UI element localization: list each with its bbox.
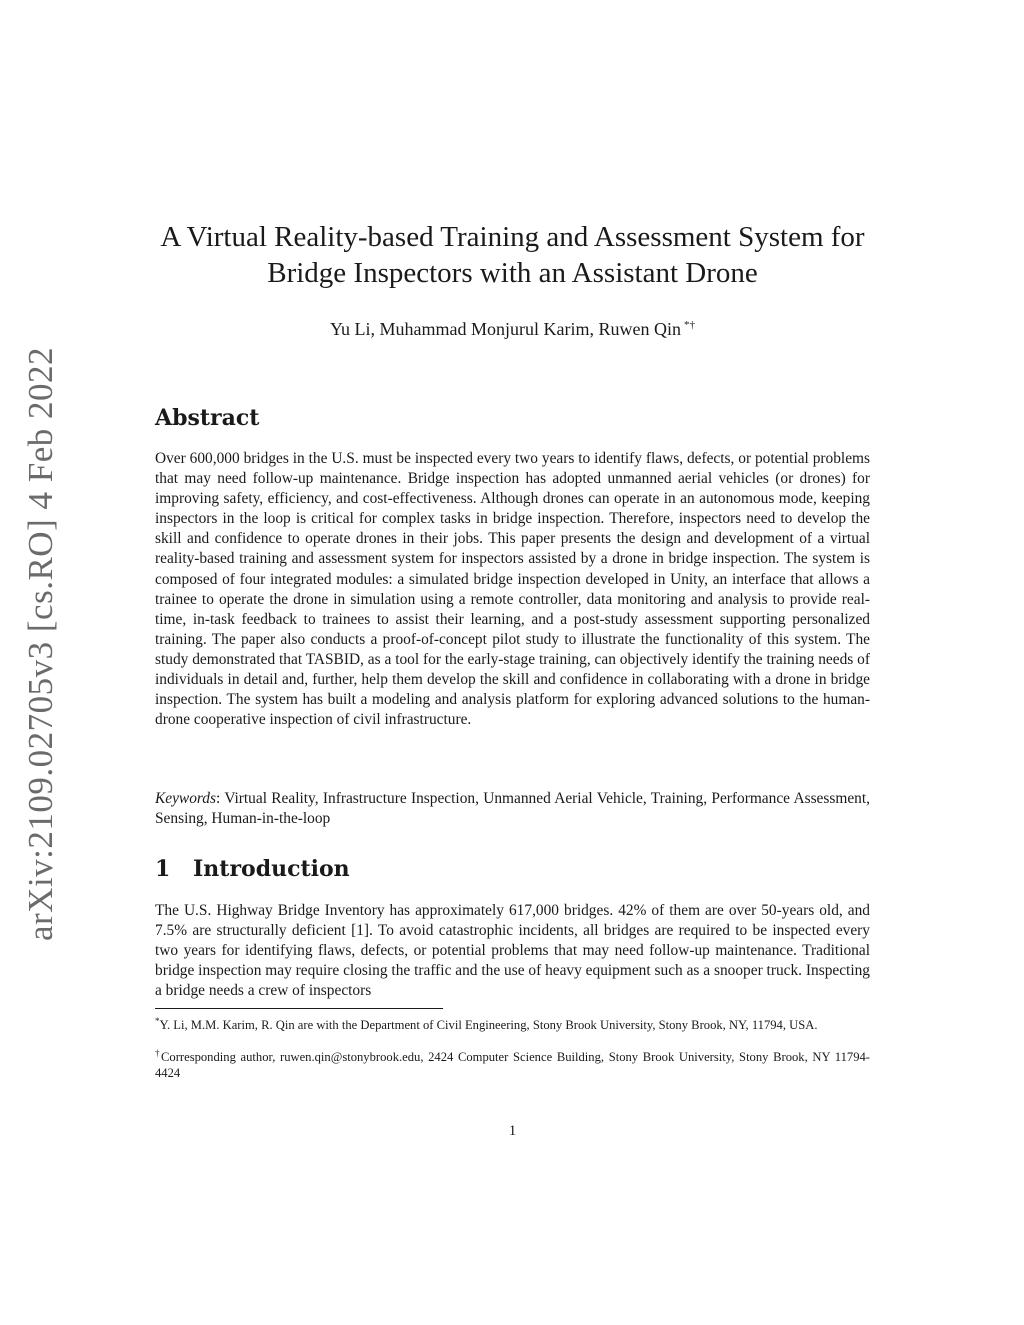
arxiv-identifier-stamp [16, 346, 66, 942]
keywords-label: Keywords [155, 790, 216, 807]
footnote-mark: † [155, 1048, 162, 1058]
paper-title [155, 219, 870, 291]
section-number: 1 [155, 856, 171, 882]
abstract-body: Over 600,000 bridges in the U.S. must be inspected every two years to identify flaws, defects, or potential problems that may need follow-up maintenance. Bridge inspection has adopted unmanned aerial vehicles (or drones) for improving safety, efficiency, and cost-effectiveness. Although drones can operate in an autonomous mode, keeping inspectors in the loop is critical for complex tasks in bridge inspection. Therefore, inspectors need to develop the skill and confidence to operate drones in their jobs. This paper presents the design and development of a virtual reality-based training and assessment system for inspectors assisted by a drone in bridge inspection. The system is composed of four integrated modules: a simulated bridge inspection developed in Unity, an interface that allows a trainee to operate the drone in simulation using a remote controller, data monitoring and analysis to provide real-time, in-task feedback to trainees to assist their learning, and a post-study assessment supporting personalized training. The paper also conducts a proof-of-concept pilot study to illustrate the functionality of this system. The study demonstrated that TASBID, as a tool for the early-stage training, can objectively identify the training needs of individuals in detail and, further, help them develop the skill and confidence in collaborating with a drone in bridge inspection. The system has built a modeling and analysis platform for exploring advanced solutions to the human-drone cooperative inspection of civil infrastructure. [155, 450, 870, 729]
abstract-heading: Abstract [155, 405, 260, 431]
footnote-text: Y. Li, M.M. Karim, R. Qin are with the Department of Civil Engineering, Stony Brook University, Stony Brook, NY, 11794, USA. [159, 1018, 818, 1032]
keywords-text: : Virtual Reality, Infrastructure Inspection, Unmanned Aerial Vehicle, Training, Performance Assessment, Sensing, Human-in-the-loop [155, 790, 870, 828]
introduction-body: The U.S. Highway Bridge Inventory has approximately 617,000 bridges. 42% of them are over 50-years old, and 7.5% are structurally deficient [1]. To avoid catastrophic incidents, all bridges are required to be inspected every two years for identifying flaws, defects, or potential problems that may need follow-up maintenance. Traditional bridge inspection may require closing the traffic and the use of heavy equipment such as a snooper truck. Inspecting a bridge needs a crew of inspectors [155, 902, 870, 1000]
footnote-text: Corresponding author, ruwen.qin@stonybrook.edu, 2424 Computer Science Building, Stony Brook University, Stony Brook, NY 11794-4424 [155, 1050, 870, 1080]
author-list [155, 313, 870, 341]
footnote-affiliation [155, 1013, 870, 1033]
author-footnote-marks: *† [683, 319, 695, 331]
footnote-mark: * [155, 1016, 160, 1026]
footnote-corresponding-author [155, 1045, 870, 1081]
page-number: 1 [508, 1123, 517, 1139]
footnote-divider [155, 1008, 443, 1009]
arxiv-identifier-text: arXiv:2109.02705v3 [cs.RO] 4 Feb 2022 [21, 346, 60, 942]
paper-title-line-2: Bridge Inspectors with an Assistant Drone [267, 257, 758, 289]
author-names: Yu Li, Muhammad Monjurul Karim, Ruwen Qin [330, 319, 681, 339]
section-title: Introduction [193, 856, 350, 882]
introduction-heading [155, 856, 350, 882]
paper-title-line-1: A Virtual Reality-based Training and Assessment System for [160, 221, 865, 253]
keywords-line [155, 789, 870, 829]
